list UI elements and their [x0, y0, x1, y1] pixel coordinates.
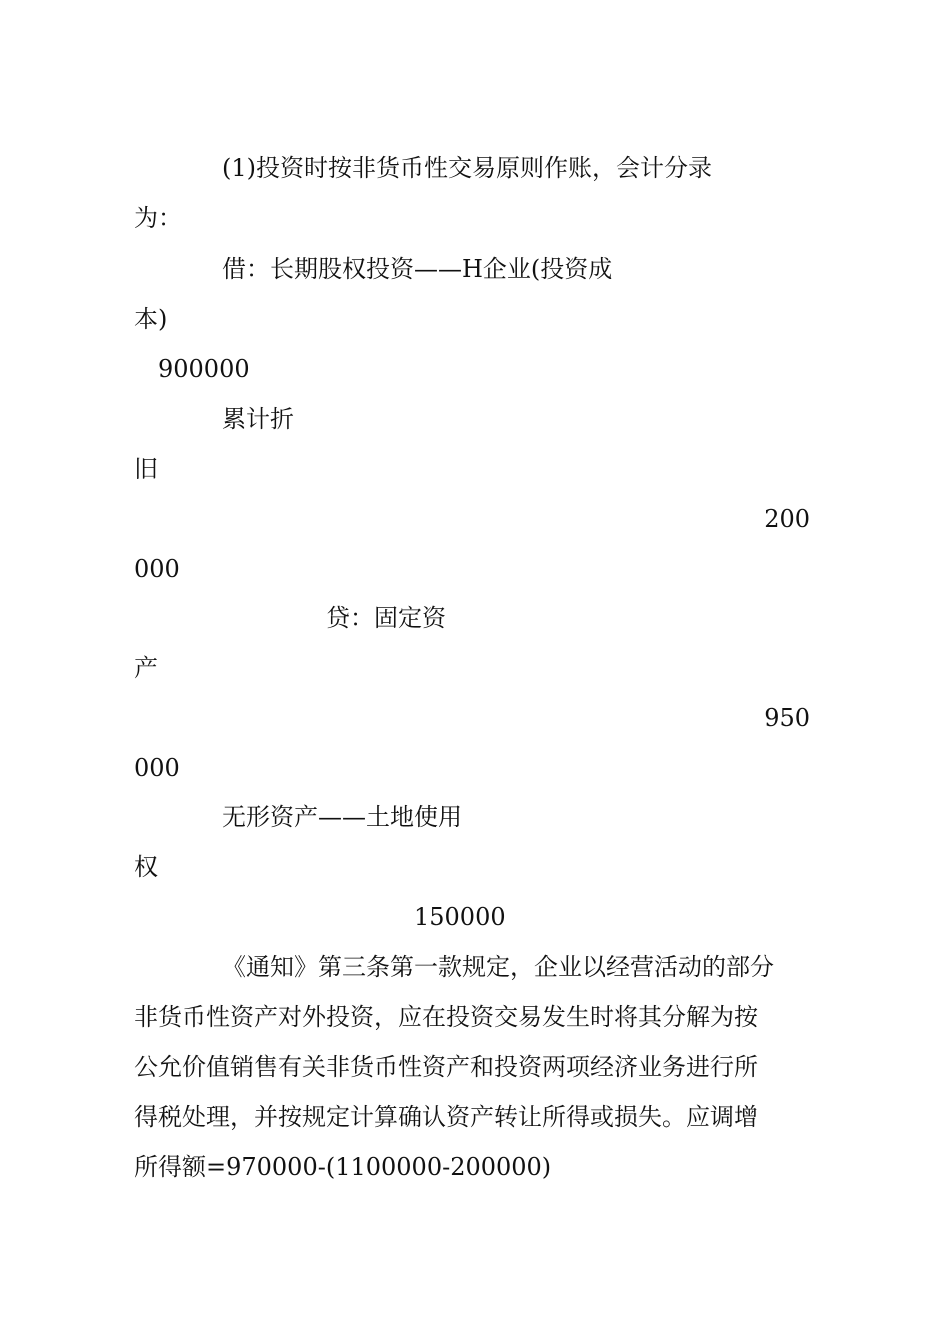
entry-intro-line: (1)投资时按非货币性交易原则作账，会计分录 [222, 154, 712, 182]
accumulated-depreciation-continued: 旧 [134, 455, 158, 483]
credit-line-continued: 产 [134, 654, 158, 682]
intangible-asset-line: 无形资产——土地使用 [222, 803, 462, 831]
intangible-asset-amount: 150000 [414, 903, 506, 931]
paragraph-line-4: 得税处理，并按规定计算确认资产转让所得或损失。应调增 [134, 1103, 758, 1131]
depreciation-amount-part1: 200 [764, 505, 810, 533]
paragraph-line-3: 公允价值销售有关非货币性资产和投资两项经济业务进行所 [134, 1053, 758, 1081]
paragraph-line-2: 非货币性资产对外投资，应在投资交易发生时将其分解为按 [134, 1003, 758, 1031]
fixed-asset-amount-part1: 950 [764, 704, 810, 732]
intangible-asset-continued: 权 [134, 853, 158, 881]
depreciation-amount-part2: 000 [134, 555, 180, 583]
debit-amount: 900000 [158, 355, 250, 383]
credit-line: 贷：固定资 [326, 604, 446, 632]
debit-line-continued: 本) [134, 305, 168, 333]
debit-line: 借：长期股权投资——H企业(投资成 [222, 255, 613, 283]
entry-intro-continued: 为： [134, 204, 182, 232]
fixed-asset-amount-part2: 000 [134, 754, 180, 782]
accumulated-depreciation-line: 累计折 [222, 405, 294, 433]
formula-line: 所得额=970000-(1100000-200000) [134, 1153, 552, 1181]
paragraph-line-1: 《通知》第三条第一款规定，企业以经营活动的部分 [222, 953, 774, 981]
